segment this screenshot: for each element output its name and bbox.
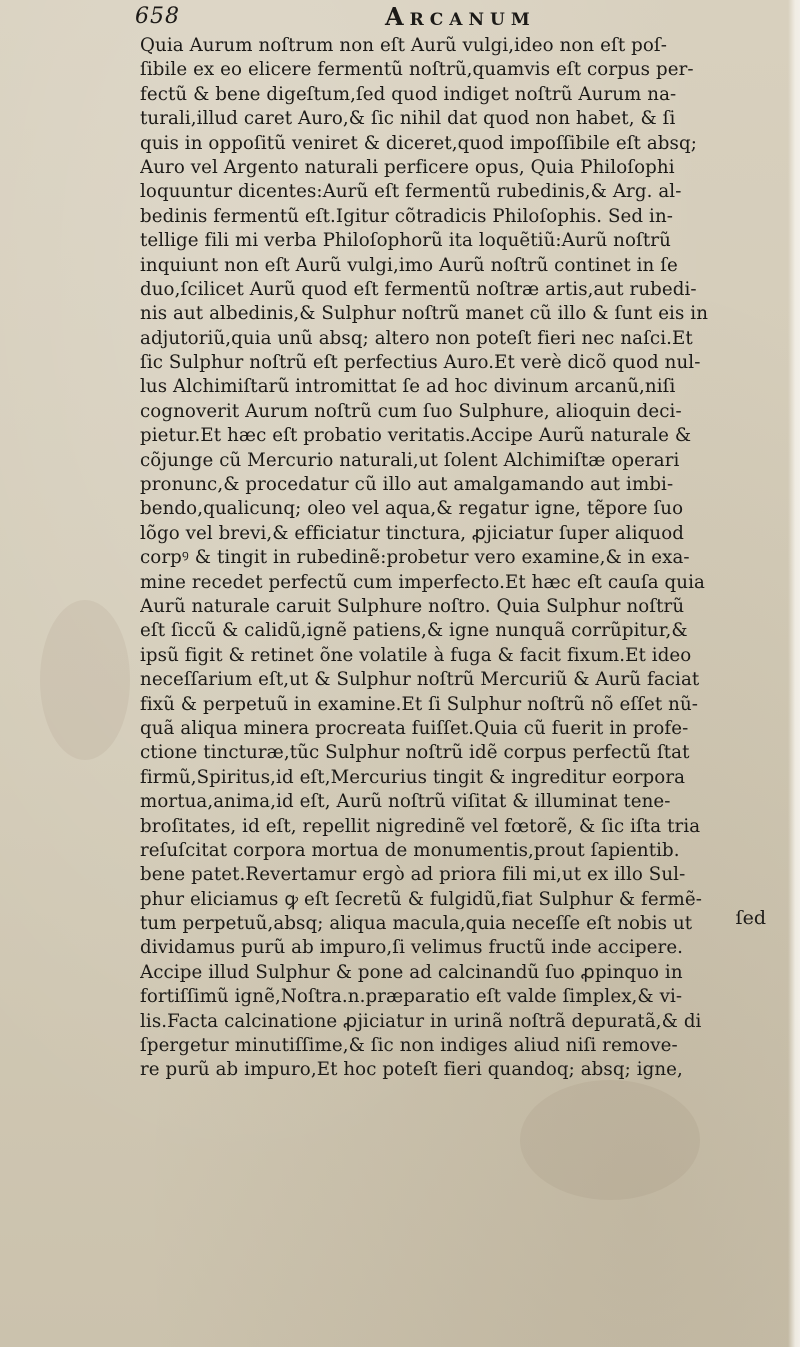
text-line: phur eliciamus ꝙ eſt ſecretũ & fulgidũ,fiat Sulphur & fermẽ- (140, 888, 702, 910)
text-line: reſuſcitat corpora mortua de monumentis,prout ſapientib. (140, 839, 680, 861)
text-line: dividamus purũ ab impuro,ſi velimus fructũ inde accipere. (140, 937, 684, 959)
text-line: fortiſſimũ ignẽ,Noſtra.n.præparatio eſt valde ſimplex,& vi- (140, 986, 683, 1008)
text-line: Aurũ naturale caruit Sulphure noſtro. Quia Sulphur noſtrũ (140, 595, 685, 617)
text-line: cognoverit Aurum noſtrũ cum ſuo Sulphure, alioquin deci- (140, 400, 682, 422)
text-line: bedinis fermentũ eſt.Igitur cõtradicis Philoſophis. Sed in- (140, 205, 674, 227)
text-line: corpꝰ & tingit in rubedinẽ:probetur vero examine,& in exa- (140, 547, 690, 569)
text-line: bendo,qualicunq; oleo vel aqua,& regatur igne, tẽpore ſuo (140, 498, 684, 520)
text-line: ctione tincturæ,tũc Sulphur noſtrũ idẽ corpus perfectũ ſtat (140, 742, 690, 764)
text-line: broſitates, id eſt, repellit nigredinẽ vel fœtorẽ, & ſic iſta tria (140, 815, 701, 837)
text-line: neceſſarium eſt,ut & Sulphur noſtrũ Mercuriũ & Aurũ faciat (140, 669, 700, 691)
text-line: Accipe illud Sulphur & pone ad calcinandũ ſuo ꝓpinquo in (140, 961, 683, 983)
text-line: mine recedet perfectũ cum imperfecto.Et hæc eſt cauſa quia (140, 571, 705, 593)
text-line: ſibile ex eo elicere fermentũ noſtrũ,quamvis eſt corpus per- (140, 59, 694, 81)
text-line: quã aliqua minera procreata fuiſſet.Quia cũ fuerit in profe- (140, 717, 689, 739)
text-line: nis aut albedinis,& Sulphur noſtrũ manet cũ illo & ſunt eis in (140, 303, 709, 325)
text-line: eſt ſiccũ & calidũ,ignẽ patiens,& igne nunquã corrũpitur,& (140, 620, 688, 642)
catchword: ſed (735, 907, 766, 929)
text-line: lis.Facta calcinatione ꝓjiciatur in urinã noſtrã depuratã,& di (140, 1010, 702, 1032)
text-line: Auro vel Argento naturali perficere opus, Quia Philoſophi (140, 156, 675, 178)
text-line: ſpergetur minutiſſime,& ſic non indiges aliud niſi remove- (140, 1035, 678, 1057)
page-header (135, 0, 775, 34)
text-line: duo,ſcilicet Aurũ quod eſt fermentũ noſtræ artis,aut rubedi- (140, 278, 697, 300)
text-line: adjutoriũ,quia unũ absq; altero non poteſt fieri nec naſci.Et (140, 327, 693, 349)
text-line: loquuntur dicentes:Aurũ eſt fermentũ rubedinis,& Arg. al- (140, 181, 682, 203)
body-text (140, 34, 788, 1083)
text-line: ſic Sulphur noſtrũ eſt perfectius Auro.Et verè dicõ quod nul- (140, 352, 701, 374)
text-line: pronunc,& procedatur cũ illo aut amalgamando aut imbi- (140, 474, 674, 496)
text-line: lus Alchimiſtarũ intromittat ſe ad hoc divinum arcanũ,niſi (140, 376, 676, 398)
text-line: fixũ & perpetuũ in examine.Et ſi Sulphur noſtrũ nõ eſſet nũ- (140, 693, 699, 715)
paper-stain (40, 600, 130, 760)
text-line: pietur.Et hæc eſt probatio veritatis.Accipe Aurũ naturale & (140, 425, 692, 447)
text-line: cõjunge cũ Mercurio naturali,ut ſolent Alchimiſtæ operari (140, 449, 680, 471)
text-line: lõgo vel brevi,& efficiatur tinctura, ꝓjiciatur ſuper aliquod (140, 522, 684, 544)
text-line: fectũ & bene digeſtum,ſed quod indiget noſtrũ Aurum na- (140, 83, 677, 105)
text-line: inquiunt non eſt Aurũ vulgi,imo Aurũ noſtrũ continet in ſe (140, 254, 678, 276)
text-line: Quia Aurum noſtrum non eſt Aurũ vulgi,ideo non eſt poſ- (140, 35, 667, 56)
page-edge (788, 0, 800, 1347)
text-line: turali,illud caret Auro,& ſic nihil dat quod non habet, & ſi (140, 108, 676, 130)
running-title: Arcanum (385, 2, 536, 31)
text-line: tum perpetuũ,absq; aliqua macula,quia neceſſe eſt nobis ut (140, 913, 693, 935)
text-line: firmũ,Spiritus,id eſt,Mercurius tingit & ingreditur eorpora (140, 766, 686, 788)
text-line: bene patet.Revertamur ergò ad priora fili mi,ut ex illo Sul- (140, 864, 686, 886)
text-line: ipsũ figit & retinet õne volatile à fuga & facit fixum.Et ideo (140, 644, 692, 666)
text-line: tellige fili mi verba Philoſophorũ ita loquẽtiũ:Aurũ noſtrũ (140, 230, 671, 252)
paper-stain (520, 1080, 700, 1200)
page-number: 658 (135, 4, 180, 29)
text-line: quis in oppoſitũ veniret & diceret,quod impoſſibile eſt absq; (140, 132, 697, 154)
text-line: re purũ ab impuro,Et hoc poteſt fieri quandoq; absq; igne, (140, 1059, 683, 1081)
text-line: mortua,anima,id eſt, Aurũ noſtrũ viſitat & illuminat tene- (140, 791, 671, 813)
